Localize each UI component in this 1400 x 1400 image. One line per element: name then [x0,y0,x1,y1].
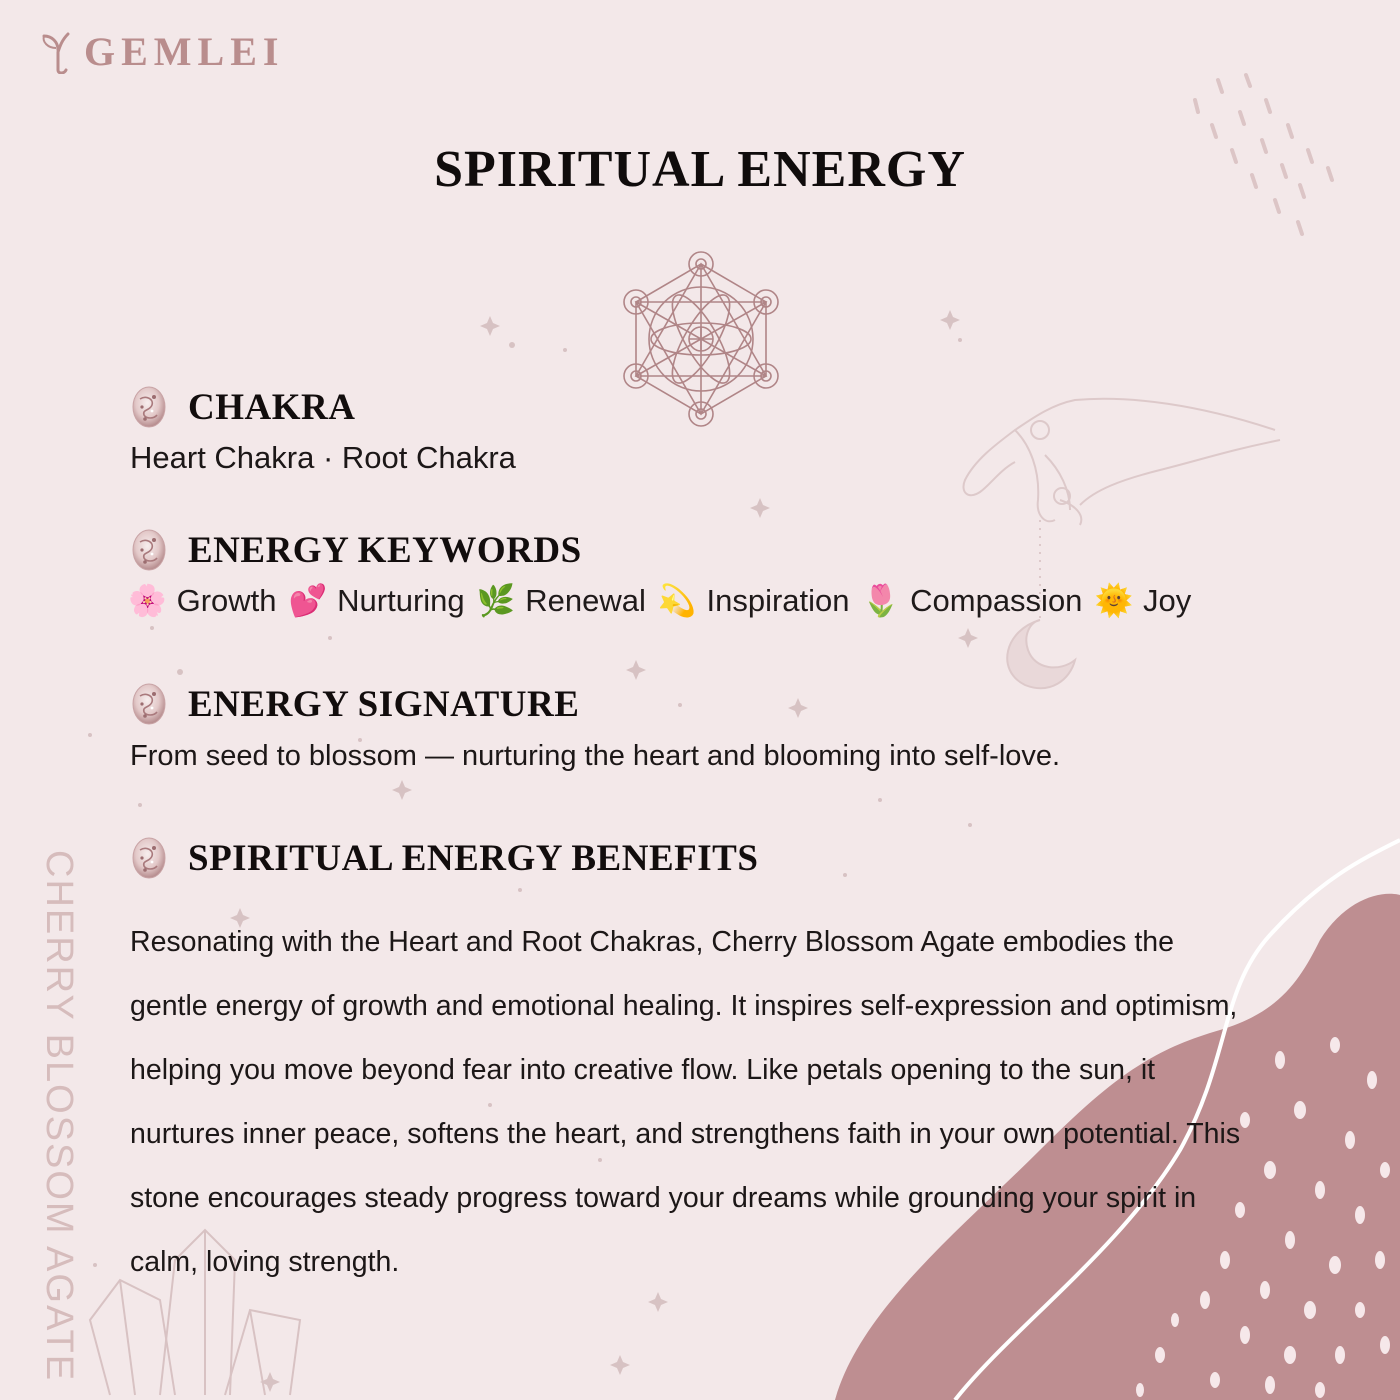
keywords-section-header [130,528,582,572]
chakra-section-header [130,385,355,429]
cherry-blossom-agate-gem-icon [130,682,168,726]
cherry-blossom-icon: 🌸 [128,583,167,618]
benefits-text: Resonating with the Heart and Root Chakras, Cherry Blossom Agate embodies the gentle energy of growth and emotional healing. It inspires self-expression and optimism, helping you move beyond fear into creative flow. Like petals opening to the sun, it nurtures inner peace, softens the heart, and strengthens faith in your own potential. This stone encourages steady progress toward your dreams while grounding your spirit in calm, loving strength. [130,926,1241,1278]
benefits-section-header [130,836,758,880]
chakra-text: Heart Chakra · Root Chakra [130,440,516,475]
page-title: SPIRITUAL ENERGY [434,141,966,198]
keyword-label: Growth [176,582,277,618]
signature-title: ENERGY SIGNATURE [188,683,580,725]
keyword-label: Inspiration [706,582,850,618]
cherry-blossom-agate-gem-icon [130,528,168,572]
dizzy-star-icon: 💫 [657,583,697,618]
gemlei-leaf-icon [38,30,78,74]
hand-sketch [963,399,1280,688]
keyword-item [658,582,850,619]
sun-icon: 🌞 [1094,583,1134,618]
tulip-icon: 🌷 [861,583,901,618]
herb-icon: 🌿 [476,583,516,618]
sacred-geometry-icon [614,244,788,434]
keyword-label: Compassion [910,582,1083,618]
keyword-label: Nurturing [337,582,465,618]
benefits-title: SPIRITUAL ENERGY BENEFITS [188,837,759,879]
brand-logo [38,28,284,75]
cherry-blossom-agate-gem-icon [130,385,168,429]
cherry-blossom-agate-gem-icon [130,836,168,880]
signature-section-header [130,682,579,726]
chakra-title: CHAKRA [188,386,356,428]
keyword-label: Renewal [525,582,646,618]
two-hearts-icon: 💕 [288,583,328,618]
keywords-list [128,582,1203,619]
keyword-item [289,582,465,619]
keywords-title: ENERGY KEYWORDS [188,529,582,571]
keyword-item [1094,582,1191,619]
signature-text: From seed to blossom — nurturing the heart and blooming into self-love. [130,740,1061,772]
keyword-label: Joy [1143,582,1192,618]
brand-name: GEMLEI [84,29,285,74]
vertical-stone-label: CHERRY BLOSSOM AGATE [38,850,80,1383]
keyword-item [862,582,1083,619]
keyword-item [477,582,646,619]
keyword-item [128,582,277,619]
